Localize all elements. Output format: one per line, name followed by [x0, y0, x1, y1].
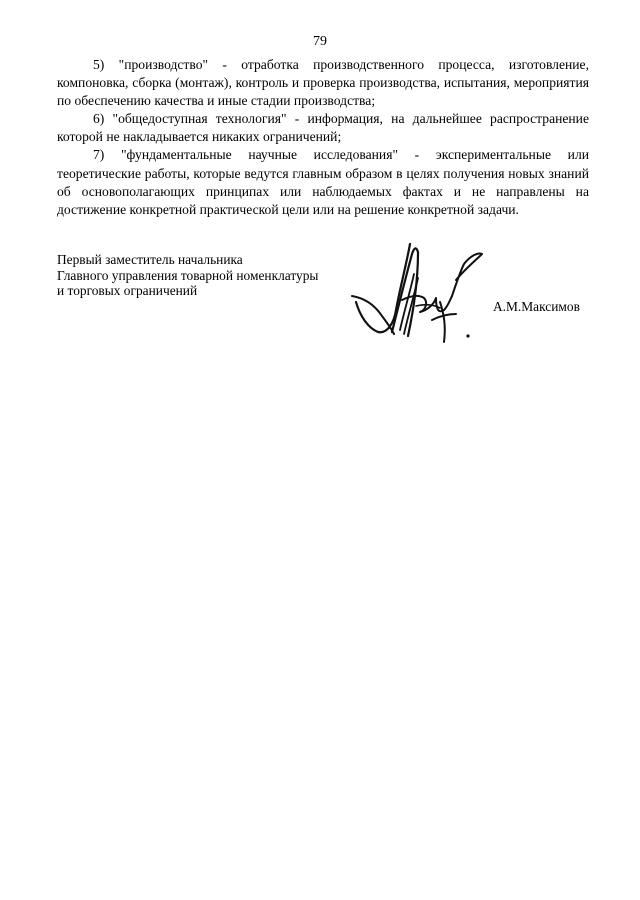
position-line: и торговых ограничений — [57, 283, 198, 298]
position-line: Первый заместитель начальника — [57, 252, 243, 267]
signatory-position — [57, 252, 357, 299]
page-number: 79 — [313, 34, 327, 49]
definition-paragraph-production: 5) "производство" - отработка производственного процесса, изготовление, компоновка, сборка (монтаж), контроль и проверка производства, испытания, мероприятия по обеспечению качества и иные стадии производства; — [57, 57, 589, 109]
definition-paragraph-public-technology: 6) "общедоступная технология" - информация, на дальнейшее распространение которой не накладывается никаких ограничений; — [57, 111, 589, 145]
definition-paragraph-basic-research: 7) "фундаментальные научные исследования" - экспериментальные или теоретические работы, которые ведутся главным образом в целях получения новых знаний об основополагающих принципах или наблюдаемых фактах и не направлены на достижение конкретной практической цели или на решение конкретной задачи. — [57, 147, 589, 217]
handwritten-signature — [348, 238, 488, 348]
position-line: Главного управления товарной номенклатуры — [57, 267, 319, 283]
signature-stroke — [432, 302, 456, 342]
signature-stroke — [452, 253, 482, 296]
signatory-name: А.М.Максимов — [493, 299, 580, 314]
signature-dot — [466, 334, 469, 337]
document-body — [57, 56, 589, 219]
